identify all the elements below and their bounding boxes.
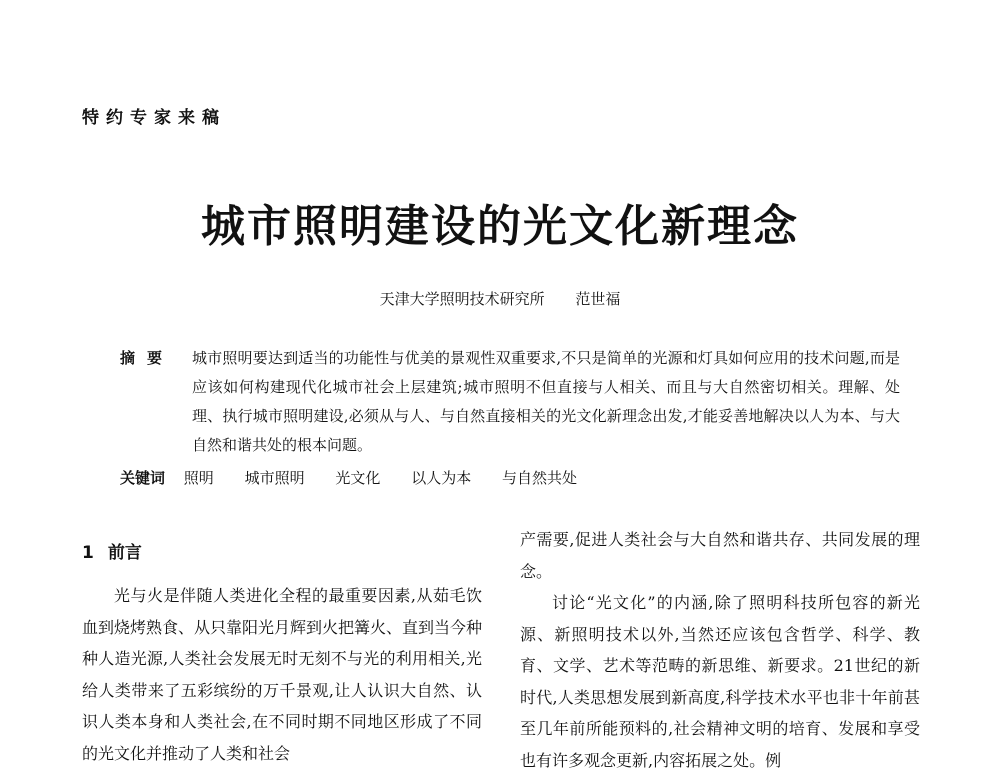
- author: 范世福: [575, 290, 621, 308]
- body-paragraph: 讨论“光文化”的内涵,除了照明科技所包容的新光源、新照明技术以外,当然还应该包含哲学、科学、教育、文学、艺术等范畴的新思维、新要求。21世纪的新时代,人类思想发展到新高度,科学技术水平也非十年前甚至几年前所能预料的,社会精神文明的培育、发展和享受也有许多观念更新,内容拓展之处。例: [520, 593, 920, 770]
- keyword: 与自然共处: [501, 469, 577, 487]
- keywords-label: 关键词: [120, 469, 166, 487]
- keyword: 照明: [183, 469, 214, 487]
- section-heading: [82, 538, 482, 568]
- left-column: [82, 524, 482, 769]
- body-paragraph: 光与火是伴随人类进化全程的最重要因素,从茹毛饮血到烧烤熟食、从只靠阳光月辉到火把篝火、直到当今种种人造光源,人类社会发展无时无刻不与光的利用相关,光给人类带来了五彩缤纷的万千景观,让人认识大自然、认识人类本身和人类社会,在不同时期不同地区形成了不同的光文化并推动了人类和社会: [82, 586, 483, 763]
- affiliation: 天津大学照明技术研究所: [379, 290, 545, 308]
- section-number: 1: [82, 543, 94, 563]
- article-title: 城市照明建设的光文化新理念: [201, 201, 799, 252]
- keyword: 以人为本: [411, 469, 472, 487]
- column-tag: 特约专家来稿: [82, 108, 226, 128]
- abstract: [120, 344, 900, 460]
- keyword: 光文化: [335, 469, 381, 487]
- byline: [0, 288, 1000, 309]
- keywords: [120, 467, 603, 488]
- section-title: 前言: [107, 543, 142, 563]
- abstract-label: 摘要: [120, 349, 175, 367]
- abstract-text: 城市照明要达到适当的功能性与优美的景观性双重要求,不只是简单的光源和灯具如何应用的技术问题,而是应该如何构建现代化城市社会上层建筑;城市照明不但直接与人相关、而且与大自然密切相关。理解、处理、执行城市照明建设,必须从与人、与自然直接相关的光文化新理念出发,才能妥善地解决以人为本、与大自然和谐共处的根本问题。: [192, 349, 900, 454]
- keyword: 城市照明: [244, 469, 305, 487]
- continued-paragraph: 产需要,促进人类社会与大自然和谐共存、共同发展的理念。: [520, 530, 920, 581]
- right-column: [520, 524, 920, 776]
